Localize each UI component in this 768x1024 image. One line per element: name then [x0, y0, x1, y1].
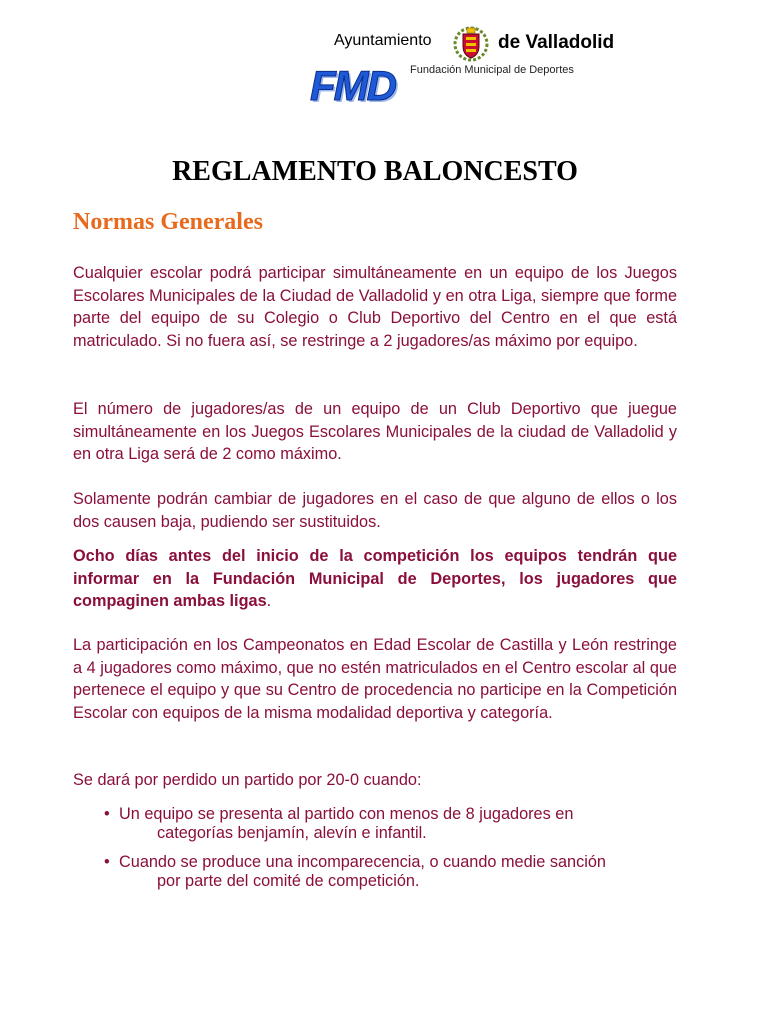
document-title: REGLAMENTO BALONCESTO	[172, 156, 578, 187]
bullet-line-1: Cuando se produce una incomparecencia, o cuando medie sanción	[119, 853, 606, 871]
letterhead	[0, 0, 768, 120]
bullet-line-2: por parte del comité de competición.	[157, 872, 420, 890]
ayuntamiento-label: Ayuntamiento	[334, 32, 432, 49]
paragraph-notice-deadline	[73, 545, 677, 613]
list-item	[104, 805, 677, 843]
notice-bold-text: Ocho días antes del inicio de la competición los equipos tendrán que informar en la Fundación Municipal de Deportes, los jugadores que compaginen ambas ligas	[73, 547, 677, 610]
paragraph-club-players: El número de jugadores/as de un equipo de un Club Deportivo que juegue simultáneamente en los Juegos Escolares Municipales de la ciudad de Valladolid y en otra Liga será de 2 como máximo.	[73, 400, 677, 463]
bullet-icon: •	[104, 805, 110, 823]
fmd-subtitle: Fundación Municipal de Deportes	[410, 64, 574, 76]
city-label: de Valladolid	[498, 32, 615, 53]
paragraph-forfeit-intro: Se dará por perdido un partido por 20-0 cuando:	[73, 771, 422, 789]
bullet-line-2: categorías benjamín, alevín e infantil.	[157, 824, 427, 842]
valladolid-crest-icon	[452, 26, 490, 62]
list-item	[104, 853, 677, 891]
bullet-line-1: Un equipo se presenta al partido con menos de 8 jugadores en	[119, 805, 574, 823]
paragraph-participation: Cualquier escolar podrá participar simultáneamente en un equipo de los Juegos Escolares Municipales de la Ciudad de Valladolid y en otra Liga, siempre que forme parte del equipo de su Colegio o Club Deportivo del Centro en el que está matriculado. Si no fuera así, se restringe a 2 jugadores/as máximo por equipo.	[73, 264, 677, 350]
section-title: Normas Generales	[73, 209, 263, 235]
bullet-icon: •	[104, 853, 110, 871]
paragraph-castilla-leon: La participación en los Campeonatos en Edad Escolar de Castilla y León restringe a 4 jugadores como máximo, que no estén matriculados en el Centro escolar al que pertenece el equipo y que su Centro de procedencia no participe en la Competición Escolar con equipos de la misma modalidad deportiva y categoría.	[73, 636, 677, 722]
fmd-logo: FMD	[310, 62, 395, 109]
paragraph-player-changes: Solamente podrán cambiar de jugadores en el caso de que alguno de ellos o los dos causen baja, pudiendo ser sustituidos.	[73, 490, 677, 531]
notice-end-text: .	[266, 592, 272, 610]
